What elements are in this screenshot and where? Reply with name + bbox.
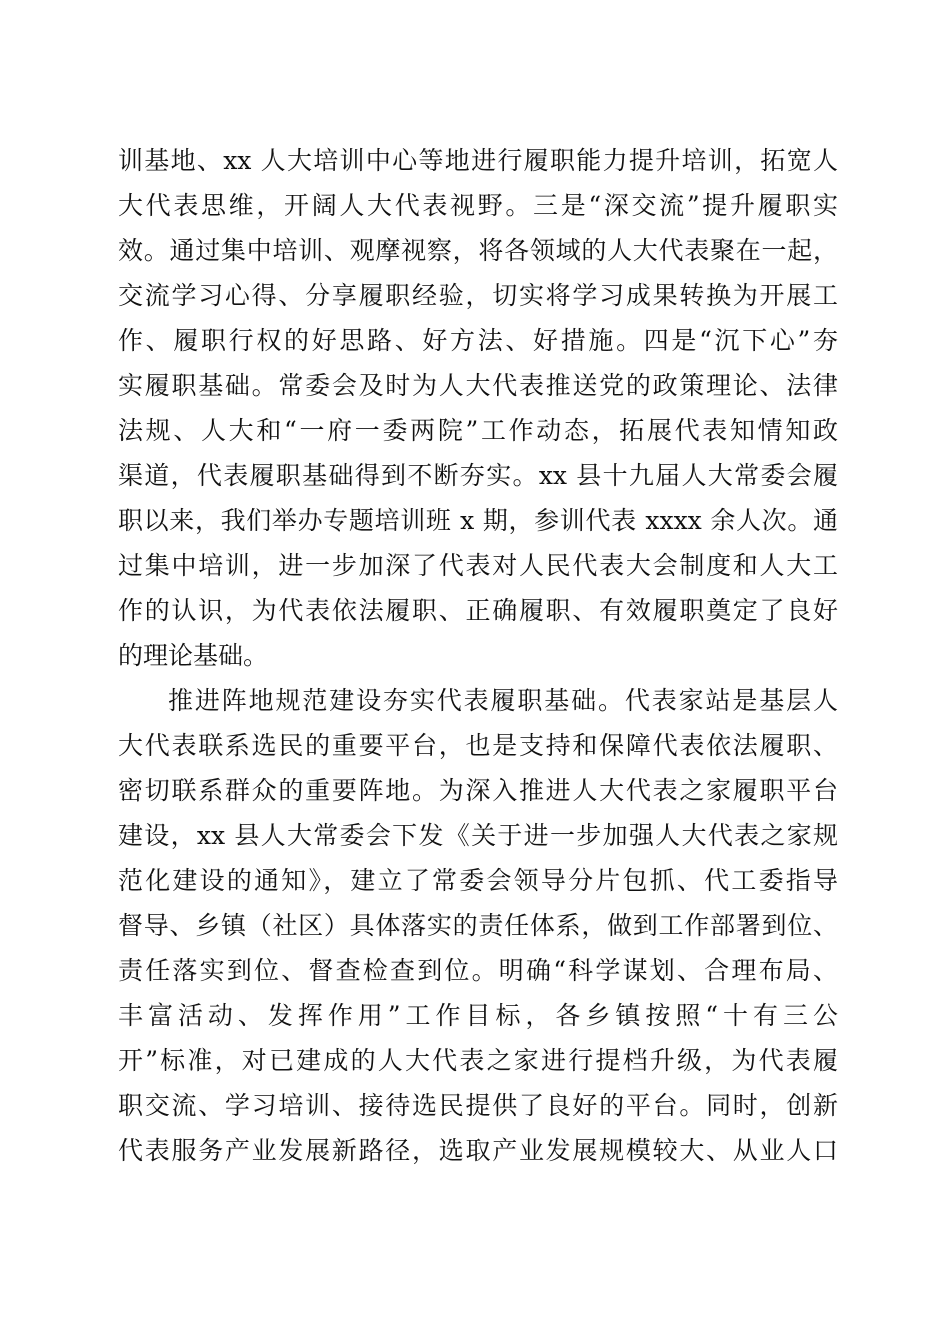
paragraph-line: 大代表联系选民的重要平台，也是支持和保障代表依法履职、	[118, 731, 838, 760]
paragraph-2	[118, 678, 838, 1173]
paragraph-line: 开”标准，对已建成的人大代表之家进行提档升级，为代表履	[118, 1046, 838, 1075]
paragraph-line: 作、履职行权的好思路、好方法、好措施。四是“沉下心”夯	[118, 326, 838, 355]
paragraph-line: 督导、乡镇（社区）具体落实的责任体系，做到工作部署到位、	[118, 911, 838, 940]
paragraph-line: 训基地、xx 人大培训中心等地进行履职能力提升培训，拓宽人	[118, 146, 838, 175]
paragraph-line: 实履职基础。常委会及时为人大代表推送党的政策理论、法律	[118, 371, 838, 400]
paragraph-line: 范化建设的通知》，建立了常委会领导分片包抓、代工委指导	[118, 866, 838, 895]
paragraph-line: 建设，xx 县人大常委会下发《关于进一步加强人大代表之家规	[118, 821, 838, 850]
paragraph-1	[118, 138, 838, 678]
paragraph-line: 过集中培训，进一步加深了代表对人民代表大会制度和人大工	[118, 551, 838, 580]
paragraph-line: 职交流、学习培训、接待选民提供了良好的平台。同时，创新	[118, 1091, 838, 1120]
paragraph-line: 推进阵地规范建设夯实代表履职基础。代表家站是基层人	[168, 686, 838, 715]
document-body	[118, 138, 838, 1173]
paragraph-line: 代表服务产业发展新路径，选取产业发展规模较大、从业人口	[118, 1136, 838, 1165]
paragraph-line: 效。通过集中培训、观摩视察，将各领域的人大代表聚在一起，	[118, 236, 838, 265]
paragraph-line: 丰富活动、发挥作用”工作目标，各乡镇按照“十有三公	[118, 1001, 838, 1030]
paragraph-line: 职以来，我们举办专题培训班 x 期，参训代表 xxxx 余人次。通	[118, 506, 838, 535]
paragraph-line: 大代表思维，开阔人大代表视野。三是“深交流”提升履职实	[118, 191, 838, 220]
paragraph-line: 责任落实到位、督查检查到位。明确“科学谋划、合理布局、	[118, 956, 838, 985]
paragraph-line: 渠道，代表履职基础得到不断夯实。xx 县十九届人大常委会履	[118, 461, 838, 490]
paragraph-line: 的理论基础。	[118, 641, 269, 670]
paragraph-line: 法规、人大和“一府一委两院”工作动态，拓展代表知情知政	[118, 416, 838, 445]
paragraph-line: 作的认识，为代表依法履职、正确履职、有效履职奠定了良好	[118, 596, 838, 625]
paragraph-line: 密切联系群众的重要阵地。为深入推进人大代表之家履职平台	[118, 776, 838, 805]
paragraph-line: 交流学习心得、分享履职经验，切实将学习成果转换为开展工	[118, 281, 838, 310]
